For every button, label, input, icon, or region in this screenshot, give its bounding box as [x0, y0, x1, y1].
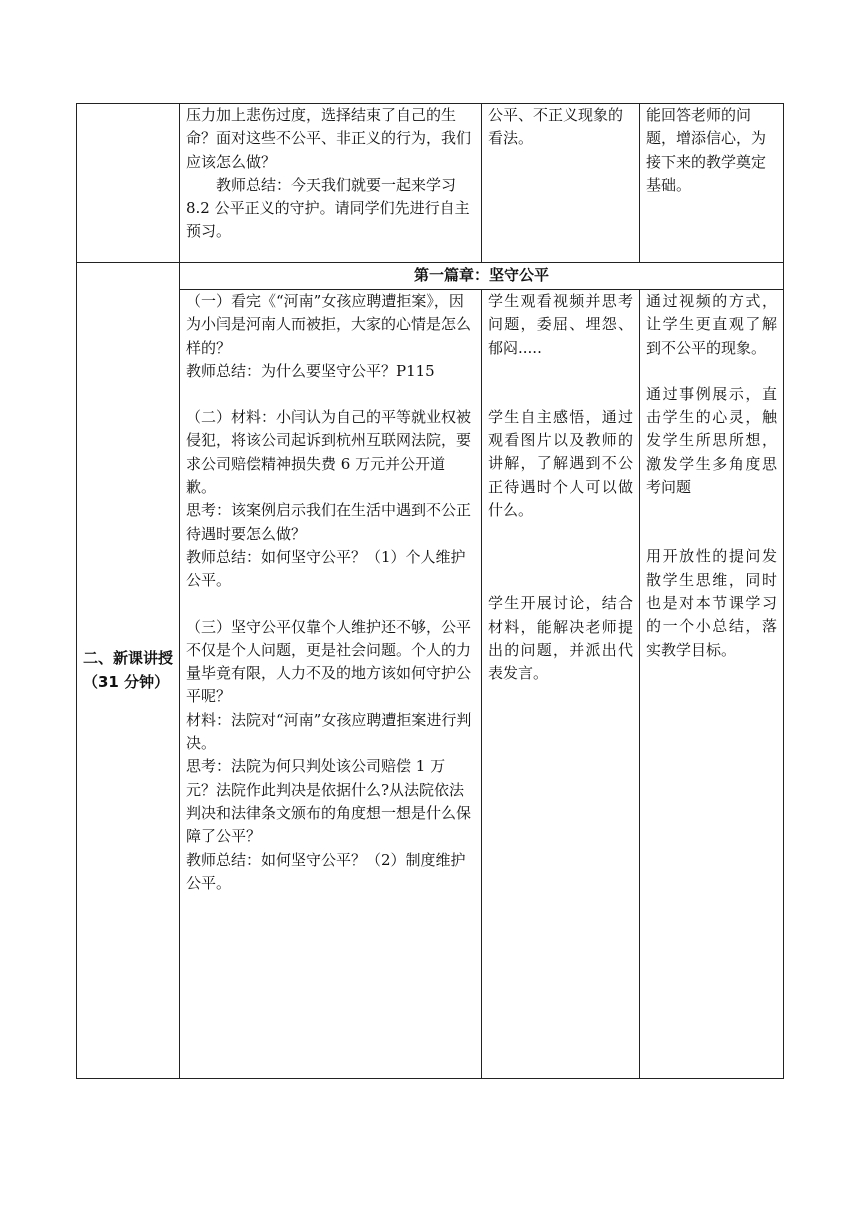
- table-row: [77, 263, 784, 290]
- student-activity-cell: [482, 290, 640, 1079]
- chapter-heading: 第一篇章：坚守公平: [180, 263, 784, 290]
- purpose-text: 通过视频的方式，让学生更直观了解到不公平的现象。: [646, 292, 777, 357]
- teacher-text: （二）材料：小闫认为自己的平等就业权被侵犯，将该公司起诉到杭州互联网法院，要求公司赔偿精神损失费 6 万元并公开道歉。: [186, 408, 472, 497]
- teacher-question: 思考：该案例启示我们在生活中遇到不公正待遇时要怎么做？: [186, 501, 472, 543]
- stage-label: 二、新课讲授（31 分钟）: [83, 649, 174, 691]
- lesson-plan-table: [76, 103, 784, 1079]
- teacher-text: （三）坚守公平仅靠个人维护还不够，公平不仅是个人问题，更是社会问题。个人的力量毕竟有限，人力不及的地方该如何守护公平呢？: [186, 617, 472, 706]
- teacher-question: 思考：法院为何只判处该公司赔偿 1 万元？法院作此判决是依据什么?从法院依法判决和法律条文颁布的角度想一想是什么保障了公平？: [186, 757, 472, 846]
- student-text: 学生开展讨论，结合材料，能解决老师提出的问题，并派出代表发言。: [488, 594, 633, 683]
- teacher-activity-cell: [180, 290, 482, 1079]
- student-text: 学生自主感悟，通过观看图片以及教师的讲解，了解遇到不公正待遇时个人可以做什么。: [488, 407, 633, 520]
- stage-cell: [77, 263, 180, 1079]
- design-purpose-cell: [640, 290, 784, 1079]
- teacher-text: （一）看完《“河南”女孩应聘遭拒案》，因为小闫是河南人而被拒，大家的心情是怎么样的？: [186, 292, 472, 357]
- table-row: [77, 290, 784, 1079]
- purpose-text: 用开放性的提问发散学生思维，同时也是对本节课学习的一个小总结，落实教学目标。: [646, 547, 777, 659]
- purpose-text: 能回答老师的问题，增添信心，为接下来的教学奠定基础。: [646, 106, 767, 194]
- teacher-text: 压力加上悲伤过度，选择结束了自己的生命？面对这些不公平、非正义的行为，我们应该怎么做？: [186, 106, 472, 171]
- student-activity-cell: [482, 104, 640, 263]
- teacher-summary: 教师总结：今天我们就要一起来学习 8.2 公平正义的守护。请同学们先进行自主预习。: [186, 175, 470, 241]
- purpose-text: 通过事例展示，直击学生的心灵，触发学生所思所想，激发学生多角度思考问题: [646, 384, 777, 497]
- teacher-summary: 教师总结：如何坚守公平？（2）制度维护公平。: [186, 850, 466, 892]
- teacher-summary: 教师总结：为什么要坚守公平？P115: [186, 361, 435, 380]
- student-text: 学生观看视频并思考问题，委屈、埋怨、郁闷.....: [488, 292, 633, 357]
- teacher-activity-cell: [180, 104, 482, 263]
- student-text: 公平、不正义现象的看法。: [488, 106, 624, 148]
- stage-cell-empty: [77, 104, 180, 263]
- teacher-material: 材料：法院对“河南”女孩应聘遭拒案进行判决。: [186, 710, 472, 753]
- teacher-summary: 教师总结：如何坚守公平？（1）个人维护公平。: [186, 547, 466, 590]
- design-purpose-cell: [640, 104, 784, 263]
- table-row: [77, 104, 784, 263]
